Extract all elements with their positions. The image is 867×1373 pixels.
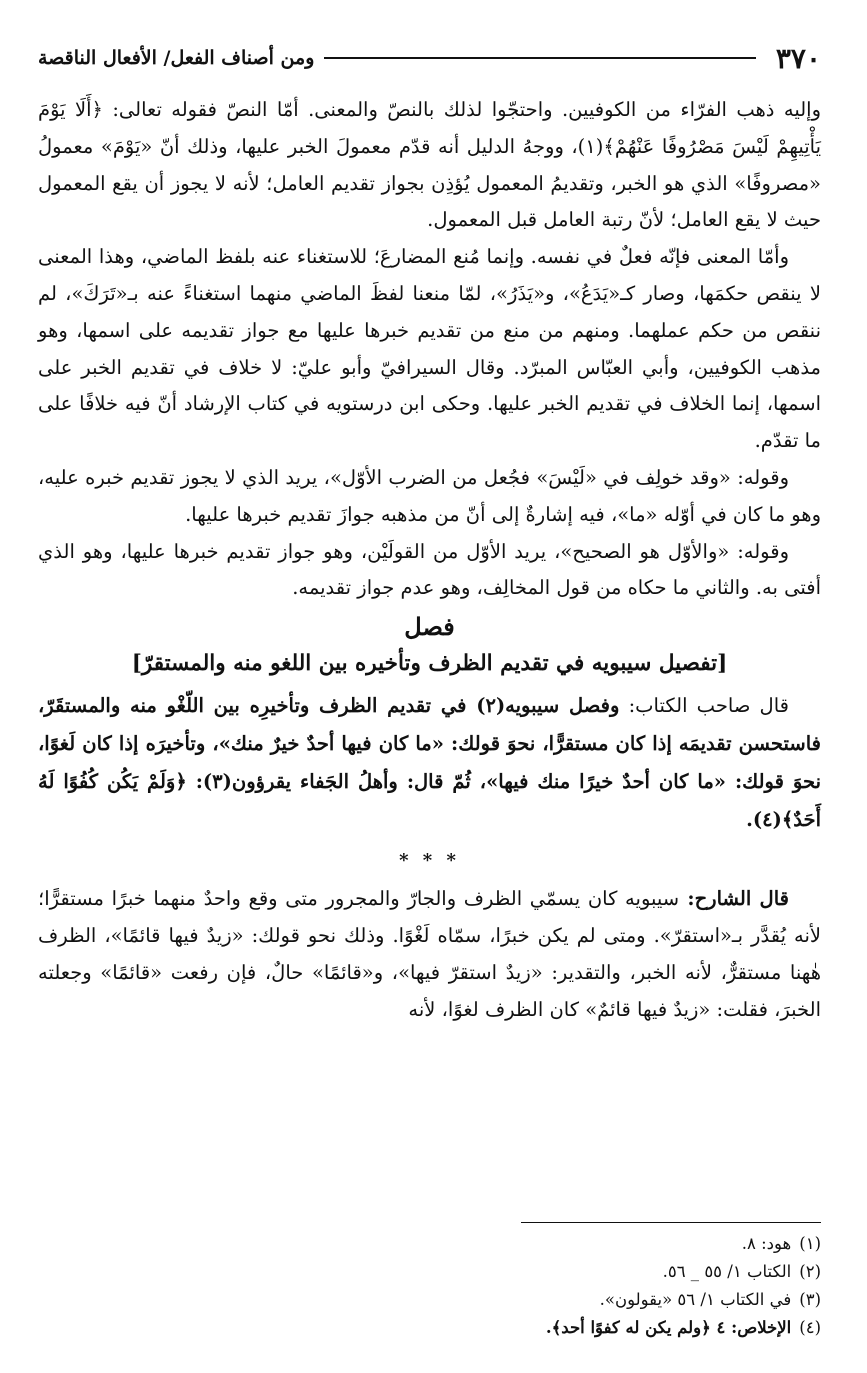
footnote-4 [38,1314,821,1342]
matn-lead: قال صاحب الكتاب: [619,694,789,718]
footnote-1 [38,1230,821,1258]
footnote-text: الإخلاص: ٤ ﴿ولم يكن له كفوًا أحد﴾. [545,1318,792,1337]
footnote-number: (١) [799,1234,821,1253]
footnote-number: (٣) [799,1290,821,1309]
separator-stars: * * * [399,850,460,872]
footnote-text: في الكتاب ١/ ٥٦ «يقولون». [599,1290,792,1309]
header-rule [324,57,756,59]
main-text [38,92,821,607]
matn-paragraph [38,687,821,839]
footnotes [38,1230,821,1342]
matn-block [38,687,821,839]
running-head: ومن أصناف الفعل/ الأفعال الناقصة [38,47,315,69]
footnote-3 [38,1286,821,1314]
section-subheading: [تفصيل سيبويه في تقديم الظرف وتأخيره بين اللغو منه والمستقرّ] [131,651,728,677]
commentary-paragraph [38,881,821,1028]
commentary-text: سيبويه كان يسمّي الظرف والجارّ والمجرور متى وقع واحدٌ منهما خبرًا مستقرًّا؛ لأنه يُقدَّر بـ«استقرّ». ومتى لم يكن خبرًا، سمّاه لَغْوًا. وذلك نحو قولك: «زيدٌ فيها قائمًا»، الظرف هٰهنا مستقرٌّ، لأنه الخبر، والتقدير: «زيدٌ استقرّ فيها»، و«قائمًا» حالٌ، فإن رفعت «قائمًا» وجعلته الخبرَ، فقلت: «زيدٌ فيها قائمٌ» كان الظرف لغوًا، لأنه [38,887,821,1021]
footnote-rule [521,1222,821,1223]
footnote-number: (٢) [799,1262,821,1281]
page [38,38,822,1337]
footnote-text: هود: ٨. [741,1234,792,1253]
paragraph-3: وقوله: «وقد خولِف في «لَيْسَ» فجُعل من الضرب الأوّل»، يريد الذي لا يجوز تقديم خبره عليه، وهو ما كان في أوّله «ما»، فيه إشارةٌ إلى أنّ من مذهبه جوازَ تقديم خبرها عليها. [38,465,821,526]
paragraph-2: وأمّا المعنى فإنّه فعلٌ في نفسه. وإنما مُنع المضارعَ؛ للاستغناء عنه بلفظ الماضي، وهذا المعنى لا ينقص حكمَها، وصار كـ«يَدَعُ»، و«يَذَرُ»، لمّا منعنا لفظَ الماضي منهما استغناءً عنه بـ«تَرَكَ»، لم ننقص من حكم عملهما. ومنهم من منع من تقديم خبرها عليها مع جواز تقديمه على اسمها، وهو مذهب الكوفيين، وأبي العبّاس المبرّد. وقال السيرافيّ وأبو عليّ: لا خلاف في تقديم الخبر على اسمها، إنما الخلاف في تقديم الخبر عليها. وحكى ابن درستويه في كتاب الإرشاد أنّ فيه خلافًا على ما تقدّم. [38,245,821,453]
paragraph-4: وقوله: «والأوّل هو الصحيح»، يريد الأوّل من القولَيْن، وهو جواز تقديم خبرها عليها، وهو الذي أفتى به. والثاني ما حكاه من قول المخالِف، وهو عدم جواز تقديمه. [38,539,821,600]
footnote-text: الكتاب ١/ ٥٥ _ ٥٦. [662,1262,792,1281]
footnote-number: (٤) [799,1318,821,1337]
page-header [38,38,821,78]
section-heading: فصل [404,612,455,642]
page-number: ٣٧٠ [775,41,821,75]
paragraph-1: وإليه ذهب الفرّاء من الكوفيين. واحتجّوا لذلك بالنصّ والمعنى. أمّا النصّ فقوله تعالى: ﴿أَلَا يَوْمَ يَأْتِيهِمْ لَيْسَ مَصْرُوفًا عَنْهُمْ﴾(١)، ووجهُ الدليل أنه قدّم معمولَ الخبر عليها، وذلك أنّ «يَوْمَ» معمولُ «مصروفًا» الذي هو الخبر، وتقديمُ المعمول يُؤذِن بجواز تقديم العامل؛ لأنه لا يجوز أن يقع المعمول حيث لا يقع العامل؛ لأنّ رتبة العامل قبل المعمول. [38,98,821,232]
footnote-2 [38,1258,821,1286]
matn-body: وفصل سيبويه(٢) في تقديم الظرف وتأخيرِه بين اللّغْو منه والمستقَرّ، فاستحسن تقديمَه إذا كان مستقرًّا، نحوَ قولك: «ما كان فيها أحدٌ خيرٌ منك»، وتأخيرَه إذا كان لَغوًا، نحوَ قولك: «ما كان أحدٌ خيرًا منك فيها»، ثُمّ قال: وأهلُ الجَفاء يقرؤون(٣): ﴿وَلَمْ يَكُن كُفُوًا لَهُ أَحَدٌ﴾(٤). [38,694,822,832]
commentary-lead: قال الشارح: [679,887,789,911]
commentary-block [38,881,821,1028]
